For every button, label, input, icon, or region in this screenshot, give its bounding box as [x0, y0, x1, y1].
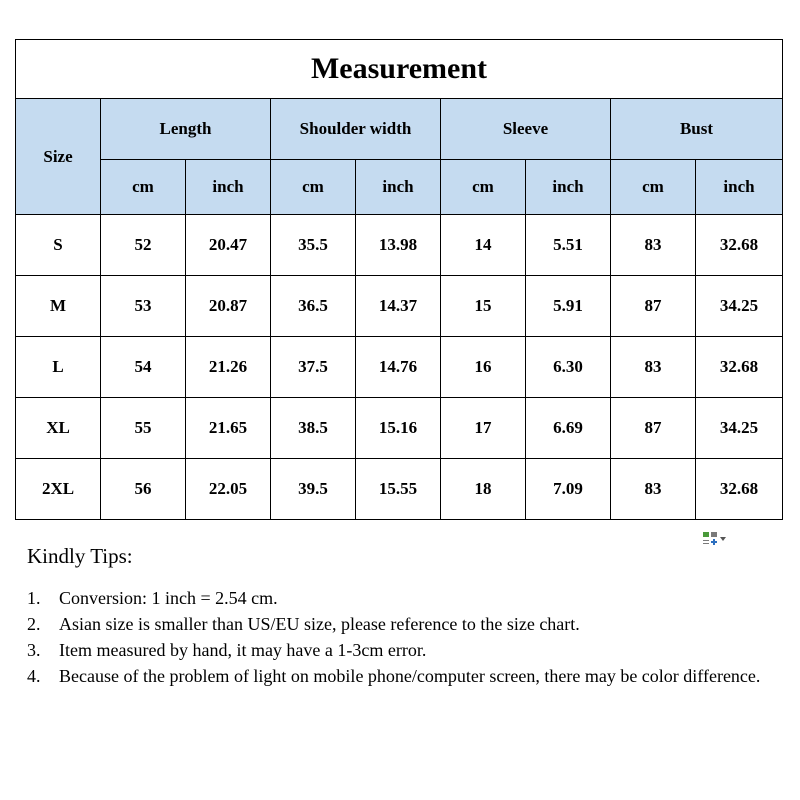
tip-text: Item measured by hand, it may have a 1-3cm error. — [59, 640, 427, 660]
value-cell: 87 — [611, 398, 696, 459]
unit-header-inch: inch — [526, 160, 611, 215]
value-cell: 20.47 — [186, 215, 271, 276]
unit-header-cm: cm — [101, 160, 186, 215]
size-cell: L — [16, 337, 101, 398]
value-cell: 15 — [441, 276, 526, 337]
size-cell: S — [16, 215, 101, 276]
value-cell: 22.05 — [186, 459, 271, 520]
value-cell: 6.69 — [526, 398, 611, 459]
value-cell: 15.16 — [356, 398, 441, 459]
value-cell: 54 — [101, 337, 186, 398]
value-cell: 5.91 — [526, 276, 611, 337]
value-cell: 53 — [101, 276, 186, 337]
value-cell: 14 — [441, 215, 526, 276]
table-row — [16, 398, 783, 459]
value-cell: 83 — [611, 459, 696, 520]
size-cell: M — [16, 276, 101, 337]
paste-options-glyph — [703, 532, 717, 546]
table-row — [16, 459, 783, 520]
value-cell: 56 — [101, 459, 186, 520]
value-cell: 35.5 — [271, 215, 356, 276]
value-cell: 18 — [441, 459, 526, 520]
unit-header-cm: cm — [271, 160, 356, 215]
value-cell: 32.68 — [696, 337, 783, 398]
tip-number: 2. — [27, 614, 41, 634]
table-row — [16, 215, 783, 276]
tip-text: Conversion: 1 inch = 2.54 cm. — [59, 588, 278, 608]
unit-header-inch: inch — [696, 160, 783, 215]
value-cell: 37.5 — [271, 337, 356, 398]
value-cell: 83 — [611, 215, 696, 276]
tip-text: Because of the problem of light on mobile phone/computer screen, there may be color difference. — [59, 666, 761, 686]
value-cell: 34.25 — [696, 276, 783, 337]
table-row — [16, 337, 783, 398]
tip-item — [27, 611, 772, 637]
bust-header: Bust — [611, 99, 783, 160]
table-row — [16, 276, 783, 337]
value-cell: 34.25 — [696, 398, 783, 459]
tip-item — [27, 663, 772, 689]
value-cell: 16 — [441, 337, 526, 398]
chevron-down-icon[interactable] — [720, 537, 726, 541]
tip-text: Asian size is smaller than US/EU size, please reference to the size chart. — [59, 614, 580, 634]
size-cell: XL — [16, 398, 101, 459]
value-cell: 5.51 — [526, 215, 611, 276]
size-column-header: Size — [16, 99, 101, 215]
value-cell: 21.26 — [186, 337, 271, 398]
value-cell: 52 — [101, 215, 186, 276]
value-cell: 83 — [611, 337, 696, 398]
tip-item — [27, 585, 772, 611]
tips-list — [27, 585, 772, 689]
tip-number: 4. — [27, 666, 41, 686]
value-cell: 55 — [101, 398, 186, 459]
value-cell: 14.37 — [356, 276, 441, 337]
value-cell: 39.5 — [271, 459, 356, 520]
sleeve-header: Sleeve — [441, 99, 611, 160]
measurement-table — [15, 39, 783, 520]
value-cell: 13.98 — [356, 215, 441, 276]
tip-number: 1. — [27, 588, 41, 608]
value-cell: 17 — [441, 398, 526, 459]
size-cell: 2XL — [16, 459, 101, 520]
length-header: Length — [101, 99, 271, 160]
value-cell: 20.87 — [186, 276, 271, 337]
shoulder-width-header: Shoulder width — [271, 99, 441, 160]
value-cell: 32.68 — [696, 215, 783, 276]
tip-number: 3. — [27, 640, 41, 660]
tips-title: Kindly Tips: — [27, 544, 133, 568]
unit-header-inch: inch — [186, 160, 271, 215]
tip-item — [27, 637, 772, 663]
unit-header-cm: cm — [611, 160, 696, 215]
value-cell: 14.76 — [356, 337, 441, 398]
value-cell: 32.68 — [696, 459, 783, 520]
value-cell: 21.65 — [186, 398, 271, 459]
table-title: Measurement — [16, 40, 783, 99]
value-cell: 6.30 — [526, 337, 611, 398]
paste-options-icon[interactable] — [703, 529, 737, 549]
unit-header-inch: inch — [356, 160, 441, 215]
value-cell: 87 — [611, 276, 696, 337]
value-cell: 36.5 — [271, 276, 356, 337]
table-body — [16, 215, 783, 520]
unit-header-cm: cm — [441, 160, 526, 215]
value-cell: 38.5 — [271, 398, 356, 459]
value-cell: 7.09 — [526, 459, 611, 520]
value-cell: 15.55 — [356, 459, 441, 520]
